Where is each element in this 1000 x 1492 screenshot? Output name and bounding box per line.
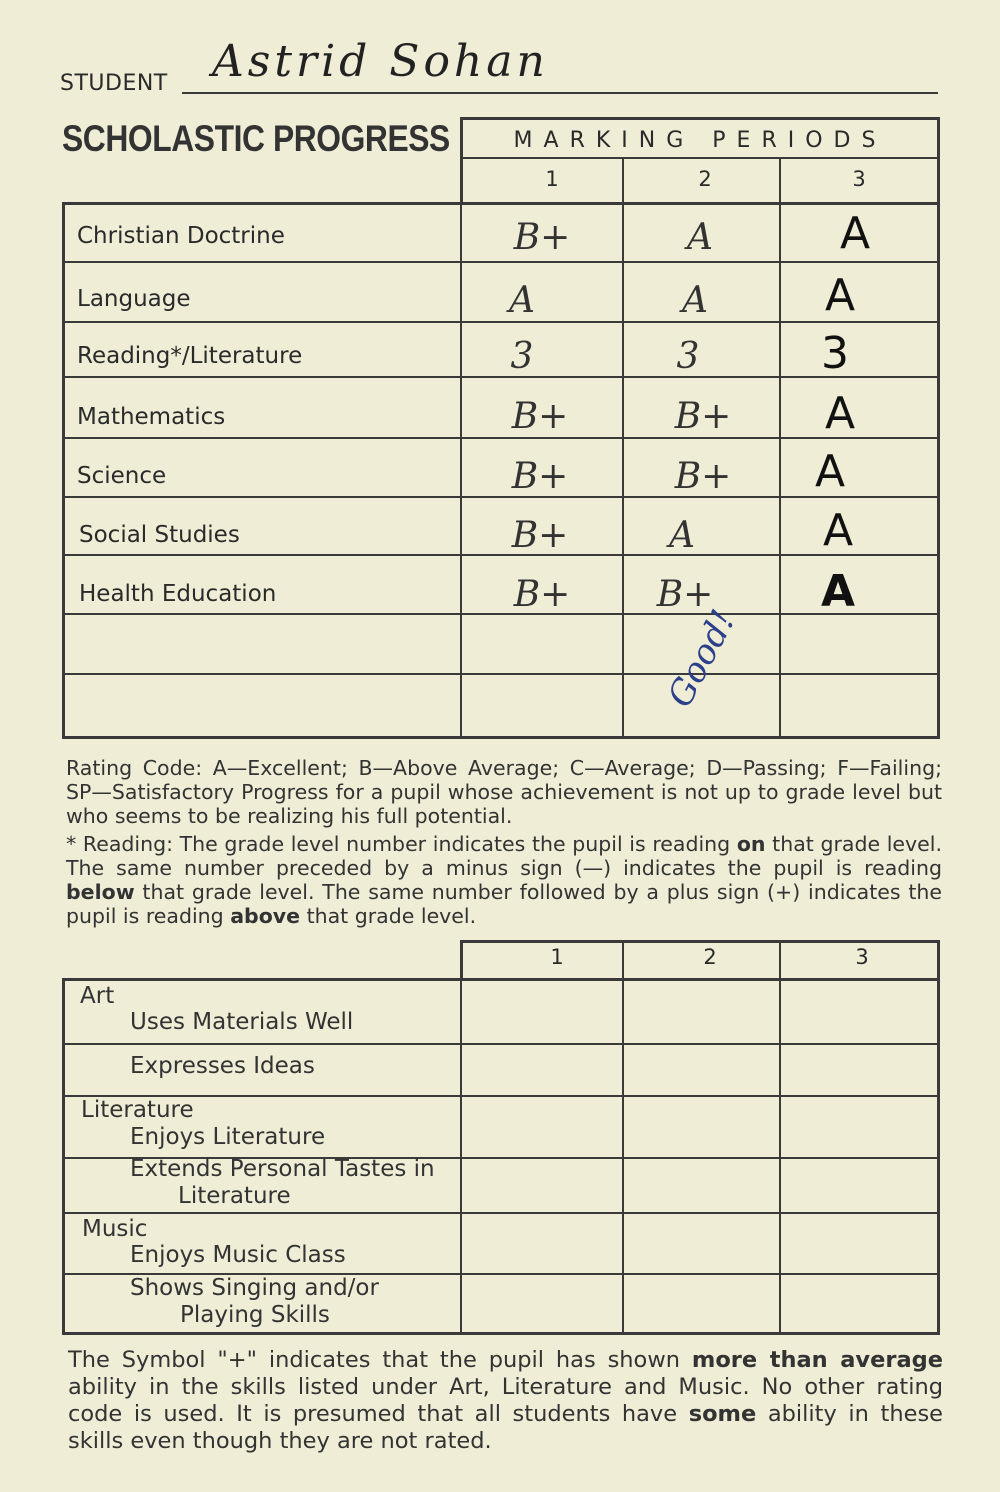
marking-periods-label: MARKING PERIODS (513, 128, 887, 153)
skill-lit-extends-b: Literature (178, 1183, 291, 1209)
grade-reading-p3: 3 (821, 328, 849, 379)
grade-health-p1: B+ (513, 574, 571, 615)
grade-science-p1: B+ (511, 456, 569, 497)
subject-reading-literature: Reading*/Literature (77, 343, 303, 369)
grade-social-studies-p2: A (669, 515, 695, 556)
grade-language-p1: A (509, 280, 535, 321)
symbol-note: The Symbol "+" indicates that the pupil has shown more than average ability in the skills listed under Art, Literature and Music. No other rating code is used. It is presumed that all students have some ability in these skills even though they are not rated. (68, 1347, 944, 1454)
period-3-header: 3 (852, 167, 866, 191)
grade-christian-doctrine-p2: A (687, 217, 713, 258)
skills-period-1: 1 (550, 945, 564, 969)
subject-language: Language (77, 286, 191, 312)
grade-mathematics-p3: A (824, 388, 856, 439)
skill-art-expresses-ideas: Expresses Ideas (130, 1053, 315, 1079)
rating-code-text: Rating Code: A—Excellent; B—Above Average; C—Average; D—Passing; F—Failing; SP—Satisfactory Progress for a pupil whose achievement is not up to grade level but who seems to be realizing his full potential. (66, 756, 942, 828)
period-2-header: 2 (698, 167, 712, 191)
grade-health-p2: B+ (656, 574, 714, 615)
grade-social-studies-p3: A (822, 505, 854, 556)
teacher-annotation: Good! (660, 603, 744, 714)
grade-christian-doctrine-p1: B+ (513, 217, 571, 258)
grade-reading-p1: 3 (510, 336, 534, 377)
student-label: STUDENT (60, 71, 168, 96)
reading-note: * Reading: The grade level number indicates the pupil is reading on that grade level. The same number preceded by a minus sign (—) indicates the pupil is reading below that grade level. The same number followed by a plus sign (+) indicates the pupil is reading above that grade level. (66, 832, 942, 928)
skill-music-enjoys: Enjoys Music Class (130, 1242, 346, 1268)
skill-lit-extends-a: Extends Personal Tastes in (130, 1156, 435, 1182)
grade-language-p2: A (682, 280, 708, 321)
grade-science-p3: A (814, 446, 846, 497)
grade-language-p3: A (824, 270, 856, 321)
grade-christian-doctrine-p3: A (839, 208, 871, 259)
skill-art-uses-materials: Uses Materials Well (130, 1009, 354, 1035)
subject-science: Science (77, 463, 167, 489)
skill-music-singing-b: Playing Skills (180, 1302, 330, 1328)
grade-reading-p2: 3 (676, 336, 700, 377)
student-name: Astrid Sohan (212, 36, 549, 87)
grade-social-studies-p1: B+ (511, 515, 569, 556)
subject-health-education: Health Education (79, 581, 277, 607)
skill-group-music: Music (82, 1216, 148, 1242)
grade-science-p2: B+ (674, 456, 732, 497)
skill-music-singing-a: Shows Singing and/or (130, 1275, 379, 1301)
grade-mathematics-p1: B+ (511, 396, 569, 437)
skill-group-literature: Literature (81, 1097, 194, 1123)
subject-christian-doctrine: Christian Doctrine (77, 223, 285, 249)
scholastic-progress-title: SCHOLASTIC PROGRESS (62, 118, 450, 159)
student-name-line (182, 92, 938, 94)
subject-mathematics: Mathematics (77, 404, 226, 430)
skill-lit-enjoys: Enjoys Literature (130, 1124, 326, 1150)
subject-social-studies: Social Studies (79, 522, 240, 548)
skills-period-2: 2 (703, 945, 717, 969)
skill-group-art: Art (80, 983, 115, 1009)
skills-period-3: 3 (855, 945, 869, 969)
period-1-header: 1 (545, 167, 559, 191)
grade-mathematics-p2: B+ (674, 396, 732, 437)
grade-health-p3: A (820, 566, 856, 617)
